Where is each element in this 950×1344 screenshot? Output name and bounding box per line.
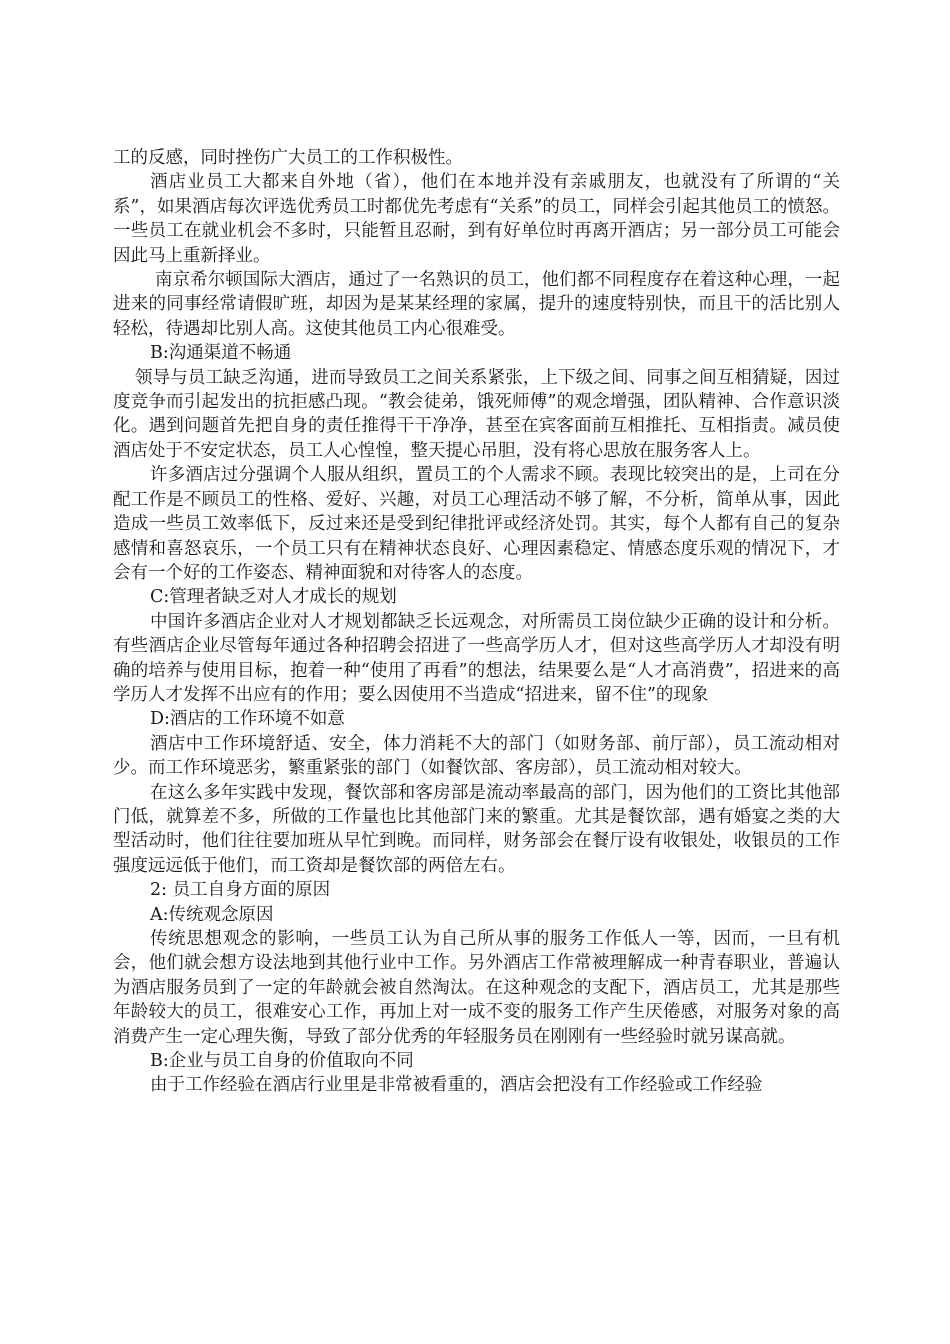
body-paragraph: 酒店业员工大都来自外地（省），他们在本地并没有亲戚朋友，也就没有了所谓的“关系”，如果酒店每次评选优秀员工时都优先考虑有“关系”的员工，同样会引起其他员工的愤怒。一些员工在就业机会不多时，只能暂且忍耐，到有好单位时再离开酒店；另一部分员工可能会因此马上重新择业。 — [113, 172, 840, 266]
body-paragraph: 在这么多年实践中发现，餐饮部和客房部是流动率最高的部门，因为他们的工资比其他部门低，就算差不多，所做的工作量也比其他部门来的繁重。尤其是餐饮部，遇有婚宴之类的大型活动时，他们往往要加班从早忙到晚。而同样，财务部会在餐厅设有收银处，收银员的工作强度远远低于他们，而工资却是餐饮部的两倍左右。 — [113, 782, 840, 876]
body-paragraph: 中国许多酒店企业对人才规划都缺乏长远观念，对所需员工岗位缺少正确的设计和分析。有些酒店企业尽管每年通过各种招聘会招进了一些高学历人才，但对这些高学历人才却没有明确的培养与使用目标，抱着一种“使用了再看”的想法，结果要么是“人才高消费”，招进来的高学历人才发挥不出应有的作用；要么因使用不当造成“招进来，留不住”的现象 — [113, 611, 840, 705]
body-paragraph: 由于工作经验在酒店行业里是非常被看重的，酒店会把没有工作经验或工作经验 — [150, 1075, 763, 1096]
section-heading: D:酒店的工作环境不如意 — [150, 709, 345, 730]
body-paragraph: 传统思想观念的影响，一些员工认为自己所从事的服务工作低人一等，因而，一旦有机会，他们就会想方设法地到其他行业中工作。另外酒店工作常被理解成一种青春职业，普遍认为酒店服务员到了一定的年龄就会被自然淘汰。在这种观念的支配下，酒店员工，尤其是那些年龄较大的员工，很难安心工作，再加上对一成不变的服务工作产生厌倦感，对服务对象的高消费产生一定心理失衡，导致了部分优秀的年轻服务员在刚刚有一些经验时就另谋高就。 — [113, 929, 840, 1047]
section-heading: C:管理者缺乏对人才成长的规划 — [150, 587, 397, 608]
body-paragraph: 领导与员工缺乏沟通，进而导致员工之间关系紧张，上下级之间、同事之间互相猜疑，因过度竞争而引起发出的抗拒感凸现。“教会徒弟，饿死师傅”的观念增强，团队精神、合作意识淡化。遇到问题首先把自身的责任推得干干净净，甚至在宾客面前互相推托、互相指责。减员使酒店处于不安定状态，员工人心惶惶，整天提心吊胆，没有将心思放在服务客人上。 — [113, 367, 840, 461]
body-paragraph: 工的反感，同时挫伤广大员工的工作积极性。 — [113, 148, 463, 168]
section-heading: A:传统观念原因 — [150, 904, 274, 925]
section-heading: 2: 员工自身方面的原因 — [150, 880, 331, 901]
section-heading: B:沟通渠道不畅通 — [150, 343, 292, 364]
body-paragraph: 许多酒店过分强调个人服从组织，置员工的个人需求不顾。表现比较突出的是，上司在分配工作是不顾员工的性格、爱好、兴趣，对员工心理活动不够了解，不分析，简单从事，因此造成一些员工效率低下，反过来还是受到纪律批评或经济处罚。其实，每个人都有自己的复杂感情和喜怒哀乐，一个员工只有在精神状态良好、心理因素稳定、情感态度乐观的情况下，才会有一个好的工作姿态、精神面貌和对待客人的态度。 — [113, 465, 840, 583]
document-body — [113, 146, 840, 1098]
body-paragraph: 南京希尔顿国际大酒店，通过了一名熟识的员工，他们都不同程度存在着这种心理，一起进来的同事经常请假旷班，却因为是某某经理的家属，提升的速度特别快，而且干的活比别人轻松，待遇却比别人高。这使其他员工内心很难受。 — [113, 270, 840, 339]
body-paragraph: 酒店中工作环境舒适、安全，体力消耗不大的部门（如财务部、前厅部），员工流动相对少。而工作环境恶劣，繁重紧张的部门（如餐饮部、客房部），员工流动相对较大。 — [113, 733, 840, 779]
section-heading: B:企业与员工自身的价值取向不同 — [150, 1051, 414, 1072]
